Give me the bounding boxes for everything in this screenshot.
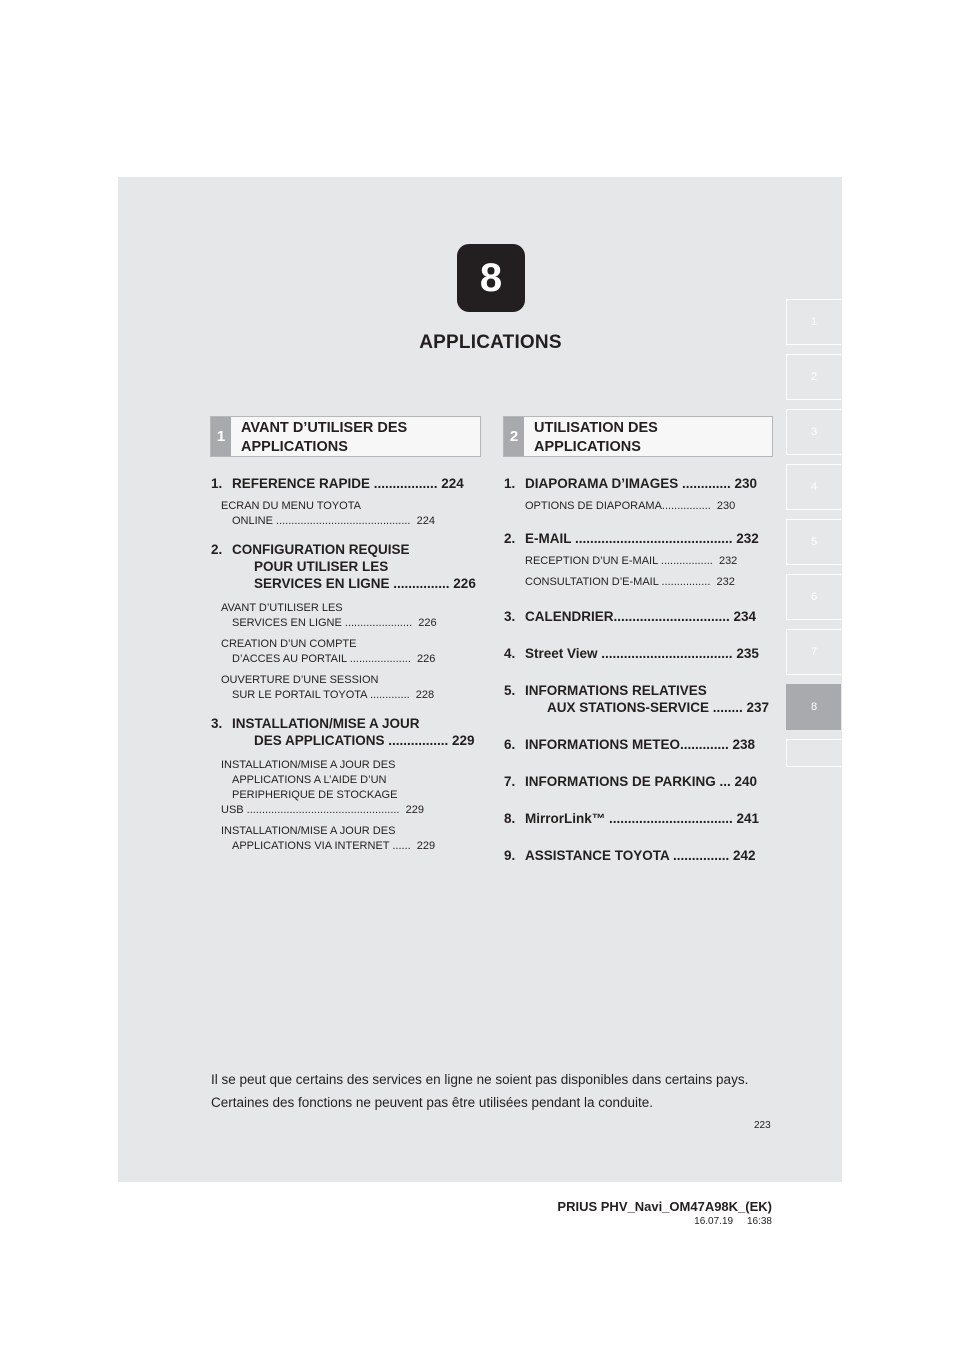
toc-subentry[interactable]: INSTALLATION/MISE A JOUR DES APPLICATIONS VIA INTERNET ...... 229	[221, 825, 436, 852]
toc-entry[interactable]: 3. CALENDRIER............................... 234	[504, 609, 757, 624]
section-header-1	[210, 416, 481, 457]
toc-right-column	[504, 475, 773, 870]
side-tab-blank	[786, 739, 841, 767]
section-number: 2	[504, 417, 524, 456]
toc-entry[interactable]: 2. CONFIGURATION REQUISE POUR UTILISER LES SERVICES EN LIGNE ............... 226	[211, 542, 476, 591]
side-tab-3[interactable]: 3	[786, 409, 841, 455]
section-title: UTILISATION DES APPLICATIONS	[534, 420, 658, 455]
toc-entry[interactable]: 5. INFORMATIONS RELATIVES AUX STATIONS-SERVICE ........ 237	[504, 683, 770, 715]
toc-entry[interactable]: 2. E-MAIL .......................................... 232	[504, 531, 759, 546]
side-tab-4[interactable]: 4	[786, 464, 841, 510]
section-header-2	[503, 416, 773, 457]
side-tab-5[interactable]: 5	[786, 519, 841, 565]
toc-entry[interactable]: 7. INFORMATIONS DE PARKING ... 240	[504, 774, 758, 789]
toc-left-column	[211, 475, 480, 860]
toc-subentry[interactable]: CONSULTATION D’E-MAIL ................ 232	[525, 576, 735, 588]
section-number: 1	[211, 417, 231, 456]
note-availability: Il se peut que certains des services en ligne ne soient pas disponibles dans certains pays.	[211, 1072, 749, 1087]
toc-subentry[interactable]: OPTIONS DE DIAPORAMA................ 230	[525, 500, 736, 512]
toc-subentry[interactable]: INSTALLATION/MISE A JOUR DES APPLICATIONS A L’AIDE D’UN PERIPHERIQUE DE STOCKAGE USB .................................................. 229	[221, 759, 424, 816]
toc-entry[interactable]: 1. REFERENCE RAPIDE ................. 224	[211, 476, 464, 491]
footer-document-id: PRIUS PHV_Navi_OM47A98K_(EK)	[557, 1199, 772, 1214]
side-tab-2[interactable]: 2	[786, 354, 841, 400]
toc-entry[interactable]: 1. DIAPORAMA D’IMAGES ............. 230	[504, 476, 758, 491]
note-driving: Certaines des fonctions ne peuvent pas être utilisées pendant la conduite.	[211, 1095, 654, 1110]
side-tab-1[interactable]: 1	[786, 299, 841, 345]
toc-subentry[interactable]: OUVERTURE D’UNE SESSION SUR LE PORTAIL TOYOTA ............. 228	[221, 674, 435, 701]
side-tab-6[interactable]: 6	[786, 574, 841, 620]
toc-subentry[interactable]: CREATION D’UN COMPTE D’ACCES AU PORTAIL .................... 226	[221, 638, 436, 665]
side-tab-7[interactable]: 7	[786, 629, 841, 675]
chapter-title: APPLICATIONS	[419, 332, 562, 353]
page-number: 223	[754, 1120, 771, 1131]
footer-timestamp: 16.07.19 16:38	[694, 1216, 772, 1227]
toc-entry[interactable]: 9. ASSISTANCE TOYOTA ............... 242	[504, 848, 756, 863]
section-title: AVANT D’UTILISER DES APPLICATIONS	[241, 420, 408, 455]
toc-entry[interactable]: 3. INSTALLATION/MISE A JOUR DES APPLICATIONS ................ 229	[211, 716, 475, 748]
toc-subentry[interactable]: AVANT D’UTILISER LES SERVICES EN LIGNE ...................... 226	[221, 602, 437, 629]
toc-subentry[interactable]: ECRAN DU MENU TOYOTA ONLINE ............................................ 224	[221, 500, 435, 527]
side-tab-8-active[interactable]: 8	[786, 684, 841, 730]
toc-entry[interactable]: 4. Street View ................................... 235	[504, 646, 759, 661]
toc-entry[interactable]: 6. INFORMATIONS METEO............. 238	[504, 737, 756, 752]
chapter-number-badge: 8	[457, 244, 525, 312]
toc-entry[interactable]: 8. MirrorLink™ ................................. 241	[504, 811, 760, 826]
toc-subentry[interactable]: RECEPTION D’UN E-MAIL ................. 232	[525, 555, 738, 567]
